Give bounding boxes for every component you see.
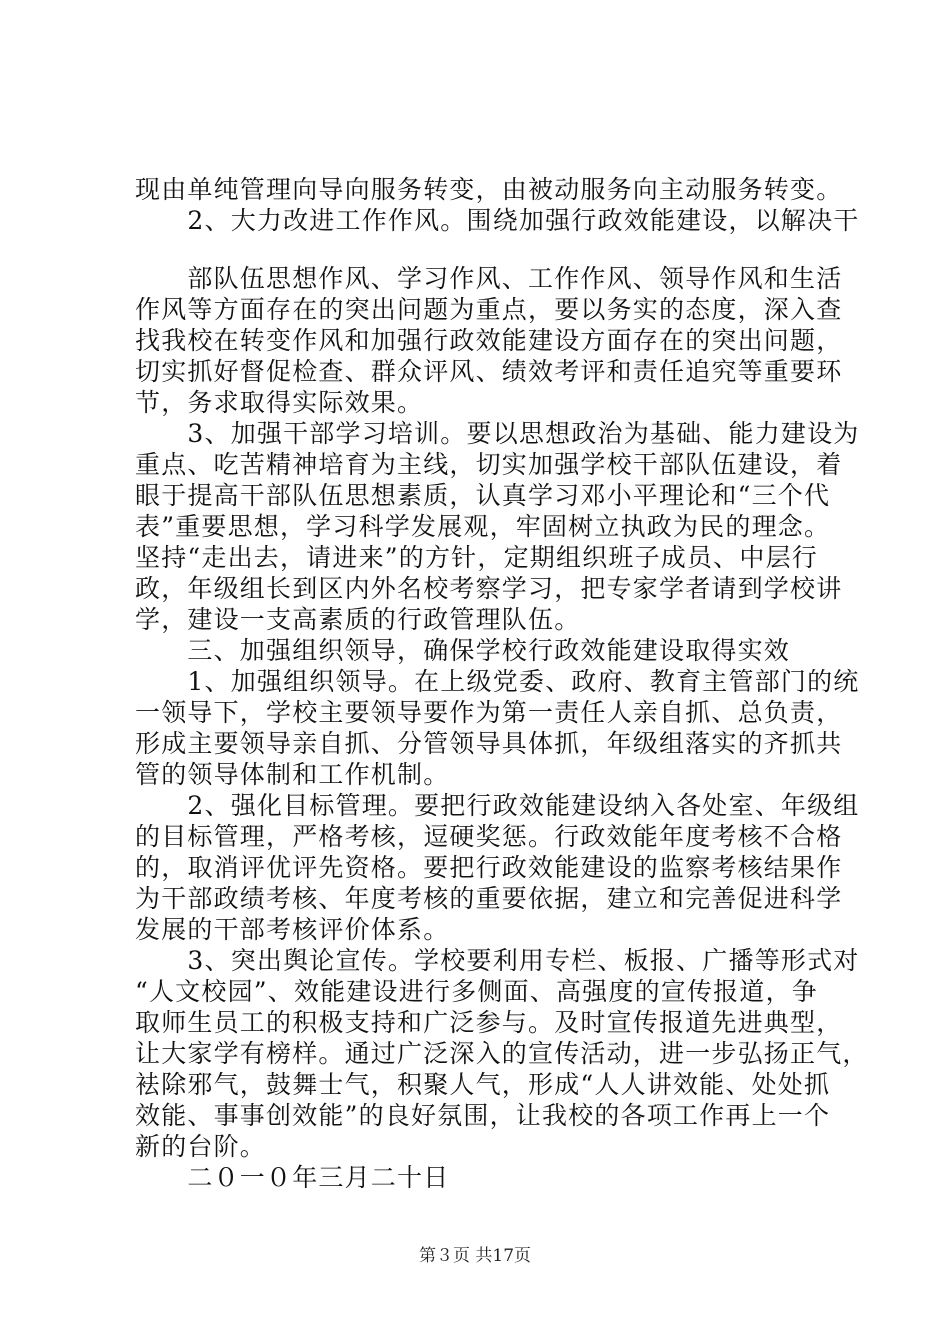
text-line: 找我校在转变作风和加强行政效能建设方面存在的突出问题， [135, 326, 843, 355]
text-line: 3、加强干部学习培训。要以思想政治为基础、能力建设为 [135, 419, 860, 448]
date-line: 二０一０年三月二十日 [135, 1163, 450, 1192]
text-line: 政，年级组长到区内外名校考察学习，把专家学者请到学校讲 [135, 574, 843, 603]
text-line: 1、加强组织领导。在上级党委、政府、教育主管部门的统 [135, 667, 860, 696]
text-line: 新的台阶。 [135, 1132, 267, 1161]
text-line: 形成主要领导亲自抓、分管领导具体抓，年级组落实的齐抓共 [135, 729, 843, 758]
text-line: 切实抓好督促检查、群众评风、绩效考评和责任追究等重要环 [135, 357, 843, 386]
text-line: 部队伍思想作风、学习作风、工作作风、领导作风和生活 [135, 264, 843, 293]
text-line: 重点、吃苦精神培育为主线，切实加强学校干部队伍建设，着 [135, 450, 843, 479]
text-line: 管的领导体制和工作机制。 [135, 760, 450, 789]
text-line: 一领导下，学校主要领导要作为第一责任人亲自抓、总负责， [135, 698, 843, 727]
text-line: 为干部政绩考核、年度考核的重要依据，建立和完善促进科学 [135, 884, 843, 913]
text-line: “人文校园”、效能建设进行多侧面、高强度的宣传报道，争 [135, 977, 818, 1006]
text-line: 坚持“走出去，请进来”的方针，定期组织班子成员、中层行 [135, 543, 818, 572]
text-line: 效能、事事创效能”的良好氛围，让我校的各项工作再上一个 [135, 1101, 831, 1130]
text-line: 取师生员工的积极支持和广泛参与。及时宣传报道先进典型， [135, 1008, 843, 1037]
text-line: 袪除邪气，鼓舞士气，积聚人气，形成“人人讲效能、处处抓 [135, 1070, 831, 1099]
page-number-footer: 第３页 共17页 [418, 1246, 532, 1266]
text-line: 现由单纯管理向导向服务转变，由被动服务向主动服务转变。 [135, 175, 843, 204]
text-line: 作风等方面存在的突出问题为重点，要以务实的态度，深入查 [135, 295, 843, 324]
text-line: 2、大力改进工作作风。围绕加强行政效能建设，以解决干 [135, 206, 860, 235]
text-line: 眼于提高干部队伍思想素质，认真学习邓小平理论和“三个代 [135, 481, 831, 510]
text-line: 的，取消评优评先资格。要把行政效能建设的监察考核结果作 [135, 853, 843, 882]
text-line: 发展的干部考核评价体系。 [135, 915, 450, 944]
text-line: 表”重要思想，学习科学发展观，牢固树立执政为民的理念。 [135, 512, 831, 541]
text-line: 学，建设一支高素质的行政管理队伍。 [135, 605, 581, 634]
text-line: 2、强化目标管理。要把行政效能建设纳入各处室、年级组 [135, 791, 860, 820]
text-line: 节，务求取得实际效果。 [135, 388, 424, 417]
text-line: 让大家学有榜样。通过广泛深入的宣传活动，进一步弘扬正气， [135, 1039, 869, 1068]
text-line: 的目标管理，严格考核，逗硬奖惩。行政效能年度考核不合格 [135, 822, 843, 851]
text-line: 3、突出舆论宣传。学校要利用专栏、板报、广播等形式对 [135, 946, 860, 975]
section-heading: 三、加强组织领导，确保学校行政效能建设取得实效 [135, 636, 791, 665]
